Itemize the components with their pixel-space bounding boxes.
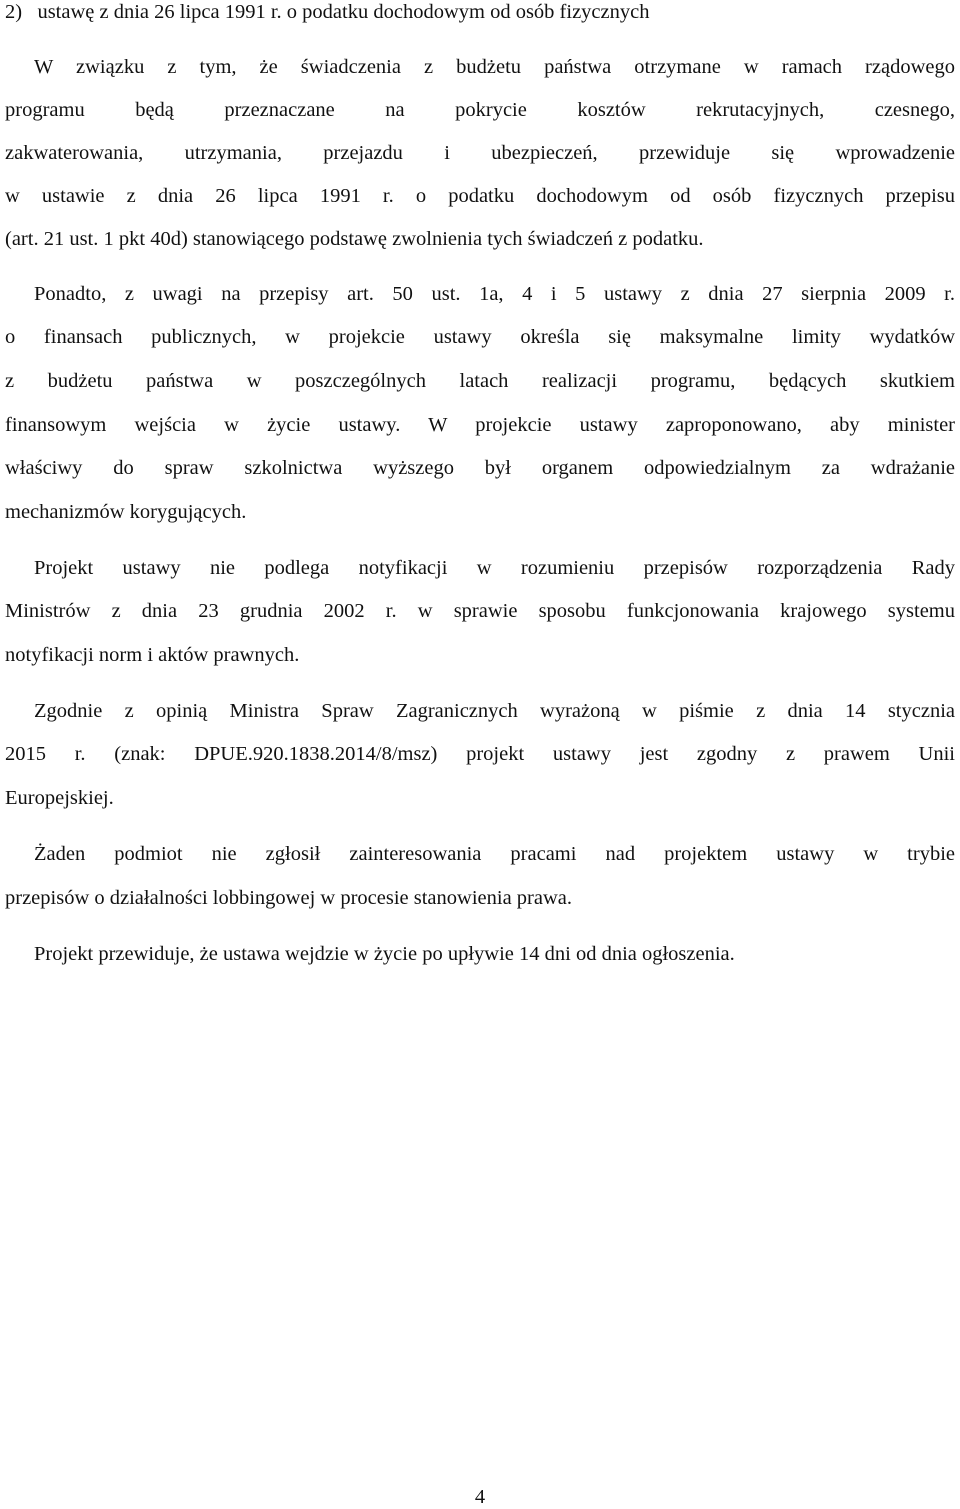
paragraph-1-line-1: W związku z tym, że świadczenia z budżetu państwa otrzymane w ramach rządowego — [34, 56, 955, 78]
paragraph-2-line-1: Ponadto, z uwagi na przepisy art. 50 ust. 1a, 4 i 5 ustawy z dnia 27 sierpnia 2009 r. — [34, 283, 955, 305]
paragraph-1-line-4: w ustawie z dnia 26 lipca 1991 r. o podatku dochodowym od osób fizycznych przepisu — [5, 185, 955, 207]
paragraph-1-line-5: (art. 21 ust. 1 pkt 40d) stanowiącego podstawę zwolnienia tych świadczeń z podatku. — [5, 228, 704, 250]
paragraph-2-line-4: finansowym wejścia w życie ustawy. W projekcie ustawy zaproponowano, aby minister — [5, 414, 955, 436]
paragraph-6-line-1: Projekt przewiduje, że ustawa wejdzie w życie po upływie 14 dni od dnia ogłoszenia. — [34, 943, 735, 965]
paragraph-5-line-2: przepisów o działalności lobbingowej w procesie stanowienia prawa. — [5, 887, 572, 909]
enumerated-item: 2) ustawę z dnia 26 lipca 1991 r. o podatku dochodowym od osób fizycznych — [5, 1, 650, 23]
paragraph-3-line-1: Projekt ustawy nie podlega notyfikacji w rozumieniu przepisów rozporządzenia Rady — [34, 557, 955, 579]
paragraph-4-line-2: 2015 r. (znak: DPUE.920.1838.2014/8/msz) projekt ustawy jest zgodny z prawem Unii — [5, 743, 955, 765]
paragraph-4-line-1: Zgodnie z opinią Ministra Spraw Zagranicznych wyrażoną w piśmie z dnia 14 stycznia — [34, 700, 955, 722]
paragraph-3-line-3: notyfikacji norm i aktów prawnych. — [5, 644, 300, 666]
paragraph-2-line-3: z budżetu państwa w poszczególnych latach realizacji programu, będących skutkiem — [5, 370, 955, 392]
paragraph-1-line-2: programu będą przeznaczane na pokrycie kosztów rekrutacyjnych, czesnego, — [5, 99, 955, 121]
paragraph-2-line-5: właściwy do spraw szkolnictwa wyższego był organem odpowiedzialnym za wdrażanie — [5, 457, 955, 479]
paragraph-5-line-1: Żaden podmiot nie zgłosił zainteresowania pracami nad projektem ustawy w trybie — [34, 843, 955, 865]
paragraph-3-line-2: Ministrów z dnia 23 grudnia 2002 r. w sprawie sposobu funkcjonowania krajowego systemu — [5, 600, 955, 622]
page-number: 4 — [474, 1486, 486, 1508]
paragraph-4-line-3: Europejskiej. — [5, 787, 114, 809]
paragraph-2-line-2: o finansach publicznych, w projekcie ustawy określa się maksymalne limity wydatków — [5, 326, 955, 348]
paragraph-2-line-6: mechanizmów korygujących. — [5, 501, 247, 523]
paragraph-1-line-3: zakwaterowania, utrzymania, przejazdu i ubezpieczeń, przewiduje się wprowadzenie — [5, 142, 955, 164]
